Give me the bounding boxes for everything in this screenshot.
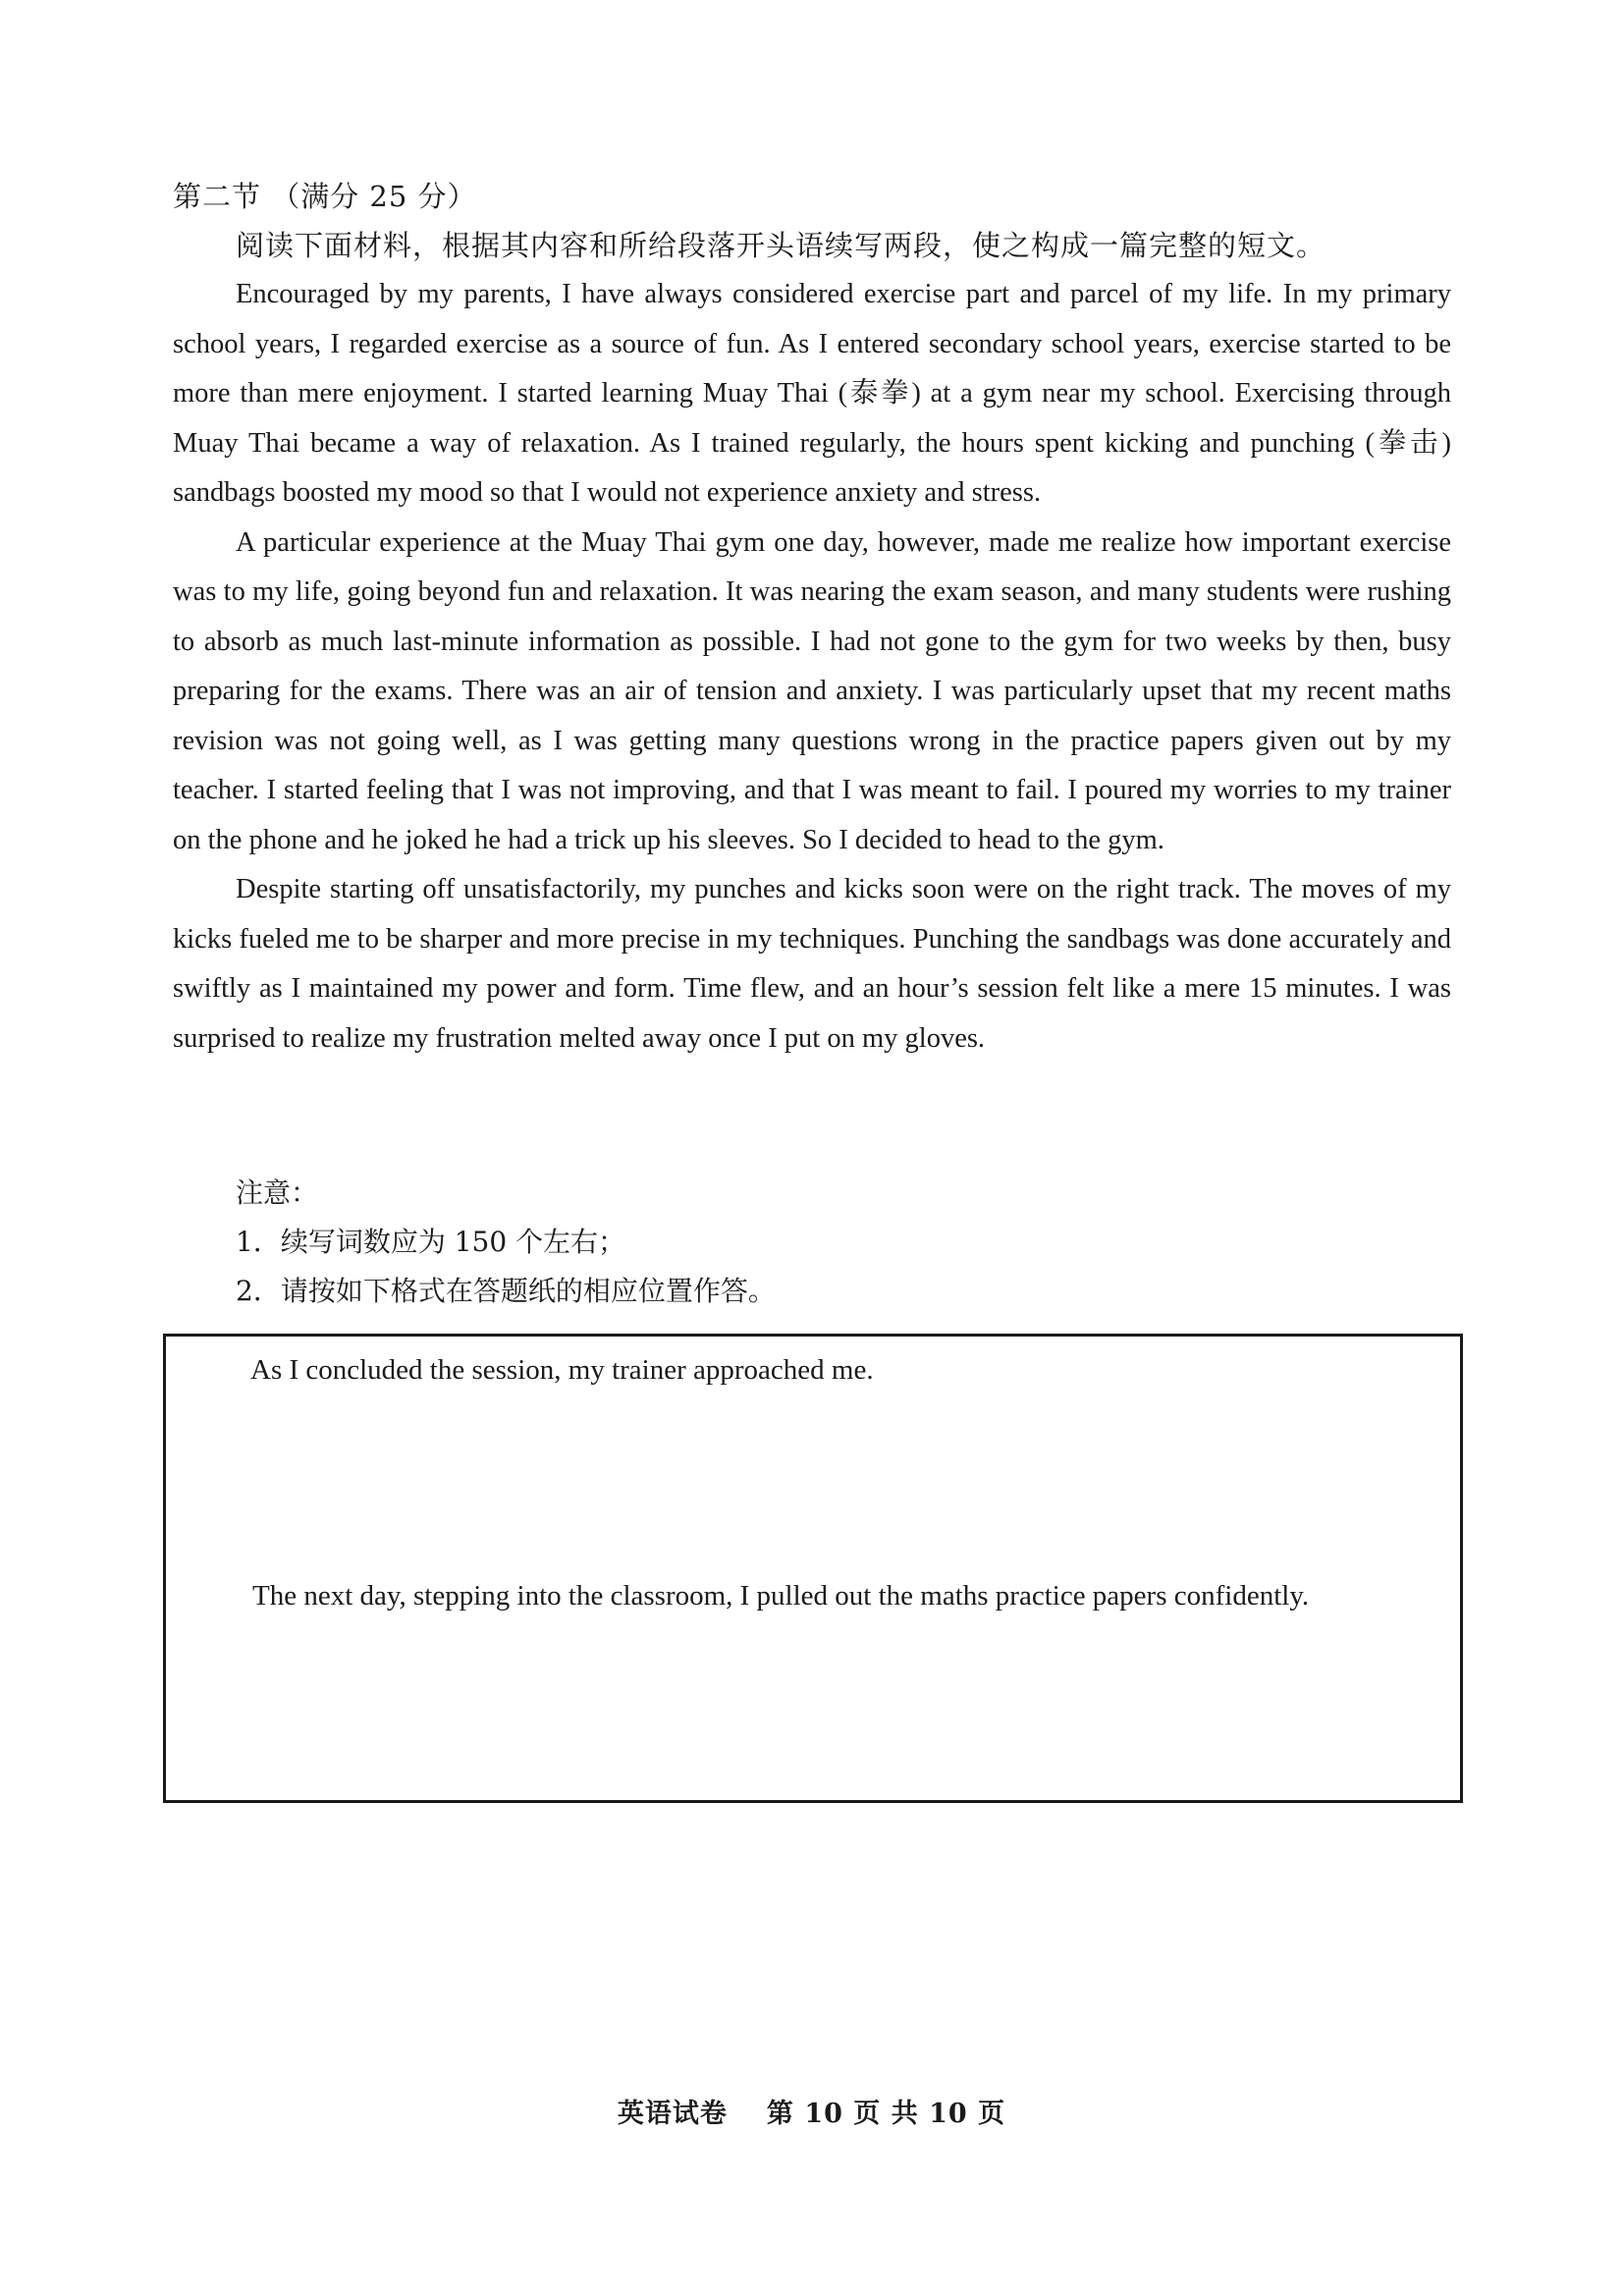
notes-heading: 注意： <box>236 1176 319 1209</box>
passage-paragraph-3: Despite starting off unsatisfactorily, my punches and kicks soon were on the right track. The moves of my kicks fueled me to be sharper and more precise in my techniques. Punching the sandbags was done accurately and swiftly as I maintained my power and form. Time flew, and an hour’s session felt like a mere 15 minutes. I was surprised to realize my frustration melted away once I put on my gloves. <box>173 874 1451 1054</box>
notes-section <box>236 1169 776 1316</box>
paragraph-starter-2: The next day, stepping into the classroom, I pulled out the maths practice papers confidently. <box>252 1580 1310 1612</box>
passage-paragraph-2: A particular experience at the Muay Thai gym one day, however, made me realize how important exercise was to my life, going beyond fun and relaxation. It was nearing the exam season, and many students were rushing to absorb as much last-minute information as possible. I had not gone to the gym for two weeks by then, busy preparing for the exams. There was an air of tension and anxiety. I was particularly upset that my recent maths revision was not going well, as I was getting many questions wrong in the practice papers given out by my teacher. I started feeling that I was not improving, and that I was meant to fail. I poured my worries to my trainer on the phone and he joked he had a trick up his sleeves. So I decided to head to the gym. <box>173 526 1451 855</box>
note-item-2: 2．请按如下格式在答题纸的相应位置作答。 <box>236 1275 776 1307</box>
instruction-text: 阅读下面材料，根据其内容和所给段落开头语续写两段，使之构成一篇完整的短文。 <box>236 229 1326 262</box>
passage-paragraph-1: Encouraged by my parents, I have always considered exercise part and parcel of my life. In my primary school years, I regarded exercise as a source of fun. As I entered secondary school years, exercise started to be more than mere enjoyment. I started learning Muay Thai (泰拳) at a gym near my school. Exercising through Muay Thai became a way of relaxation. As I trained regularly, the hours spent kicking and punching (拳击) sandbags boosted my mood so that I would not experience anxiety and stress. <box>173 279 1451 508</box>
reading-passage <box>173 270 1451 1064</box>
section-title: 第二节 （满分 25 分） <box>173 180 477 213</box>
page-footer <box>0 2092 1623 2130</box>
answer-box <box>163 1334 1463 1803</box>
footer-subject: 英语试卷 <box>617 2099 728 2129</box>
footer-page-info: 第 10 页 共 10 页 <box>766 2099 1006 2129</box>
paragraph-starter-1: As I concluded the session, my trainer approached me. <box>250 1354 874 1386</box>
note-item-1: 1．续写词数应为 150 个左右； <box>236 1226 626 1258</box>
